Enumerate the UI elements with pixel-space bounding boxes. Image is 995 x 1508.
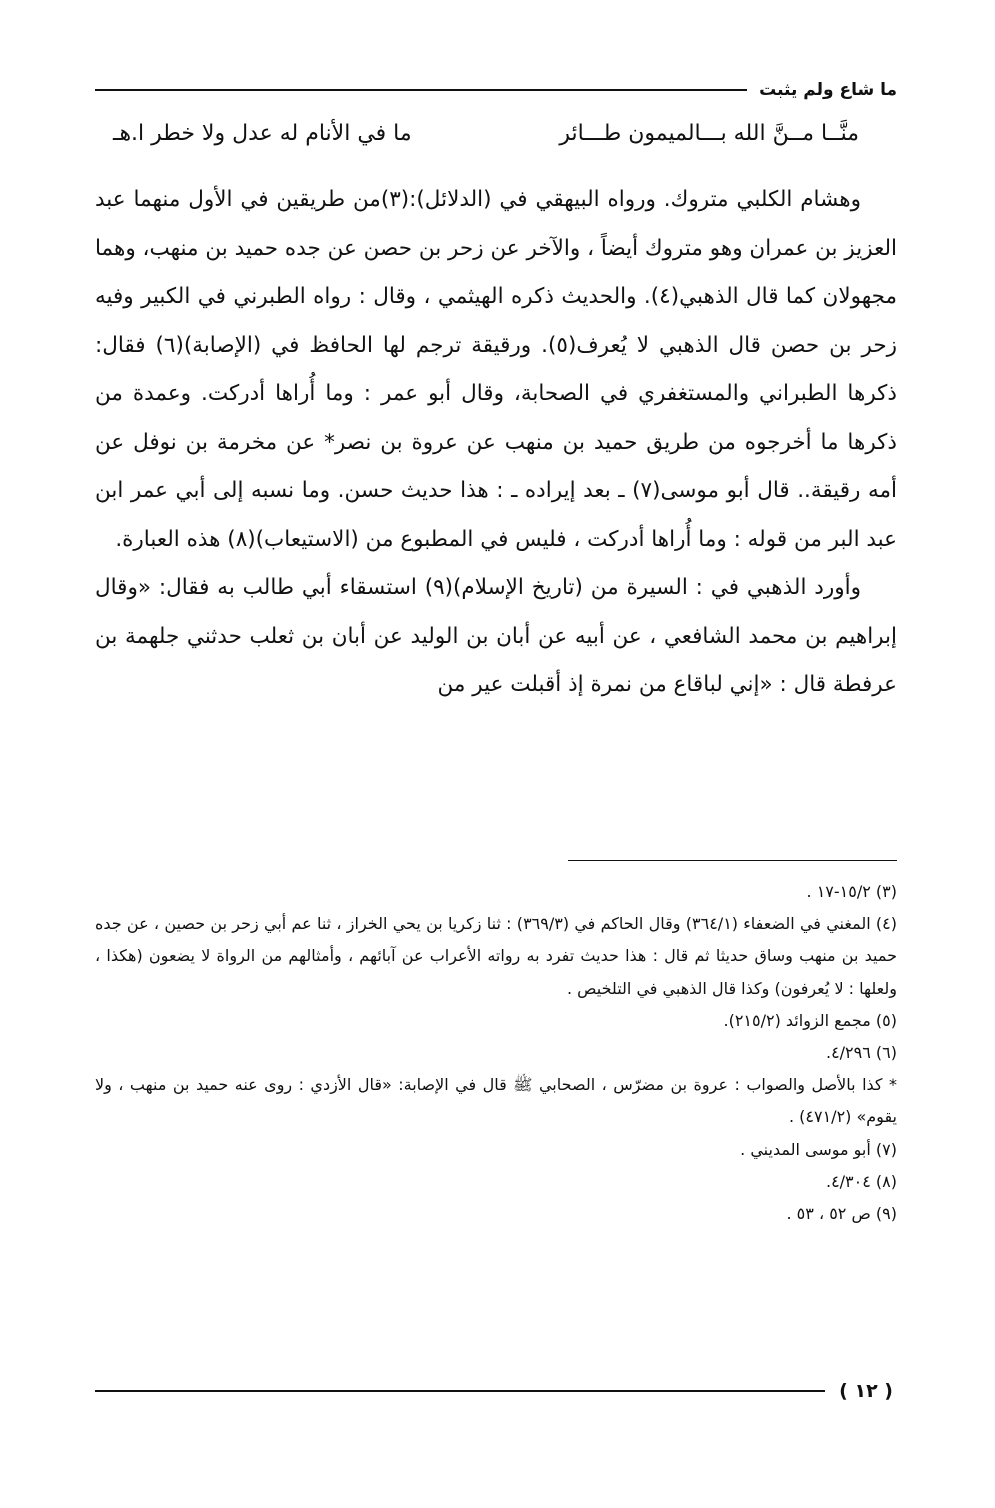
verse-second-hemistich: ما في الأنام له عدل ولا خطر ا.هـ [113,121,412,146]
paragraph: وأورد الذهبي في : السيرة من (تاريخ الإسلام)(٩) استسقاء أبي طالب به فقال: «وقال إبراهيم بن محمد الشافعي ، عن أبيه عن أبان بن الوليد عن أبان بن ثعلب حدثني جلهمة بن عرفطة قال : «إني لباقاع من نمرة إذ أقبلت عير من [95,575,897,697]
running-title: ما شاع ولم يثبت [759,80,897,100]
footnote: (٤) المغني في الضعفاء (٣٦٤/١) وقال الحاكم في (٣٦٩/٣) : ثنا زكريا بن يحي الخراز ، ثنا عم أبي زحر بن حصين ، عن جده حميد بن منهب وساق حديثا ثم قال : هذا حديث تفرد به رواته الأعراب عن آبائهم ، وأمثالهم من الرواة لا يضعون (هكذا ، ولعلها : لا يُعرفون) وكذا قال الذهبي في التلخيص . [95,914,898,998]
footnote: (٣) ١٥/٢-١٧ . [806,882,897,901]
footnote: (٥) مجمع الزوائد (٢١٥/٢). [723,1010,897,1030]
footnote: * كذا بالأصل والصواب : عروة بن مضرّس ، الصحابي ﷺ قال في الإصابة: «قال الأزدي : روى عنه حميد بن منهب ، ولا يقوم» (٤٧١/٢) . [95,1075,897,1127]
page-number: ( ١٢ ) [839,1380,893,1402]
footnotes [95,876,897,1230]
footnote: (٦) ٤/٢٩٦. [825,1043,897,1063]
poem-verse [95,112,897,156]
footnote: (٧) أبو موسى المديني . [740,1139,897,1159]
verse-first-hemistich: منَّــا مــنَّ الله بـــالميمون طـــائر [559,121,859,146]
footer-rule [95,1390,825,1392]
page-footer [95,1376,897,1406]
footnote: (٨) ٤/٣٠٤. [825,1171,897,1191]
footnote-separator [568,860,897,861]
paragraph: وهشام الكلبي متروك. ورواه البيهقي في (الدلائل):(٣)من طريقين في الأول منهما عبد العزيز بن عمران وهو متروك أيضاً ، والآخر عن زحر بن حصن عن جده حميد بن منهب، وهما مجهولان كما قال الذهبي(٤). والحديث ذكره الهيثمي ، وقال : رواه الطبرني في الكبير وفيه زحر بن حصن قال الذهبي لا يُعرف(٥). ورقيقة ترجم لها الحافظ في (الإصابة)(٦) فقال: ذكرها الطبراني والمستغفري في الصحابة، وقال أبو عمر : وما أُراها أدركت. وعمدة من ذكرها ما أخرجوه من طريق حميد بن منهب عن عروة بن نصر* عن مخرمة بن نوفل عن أمه رقيقة.. قال أبو موسى(٧) ـ بعد إيراده ـ : هذا حديث حسن. وما نسبه إلى أبي عمر ابن عبد البر من قوله : وما أُراها أدركت ، فليس في المطبوع من (الاستيعاب)(٨) هذه العبارة. [95,187,898,552]
header-rule [95,89,747,91]
main-text [95,176,897,710]
footnote: (٩) ص ٥٢ ، ٥٣ . [786,1204,897,1224]
running-header [95,76,897,104]
